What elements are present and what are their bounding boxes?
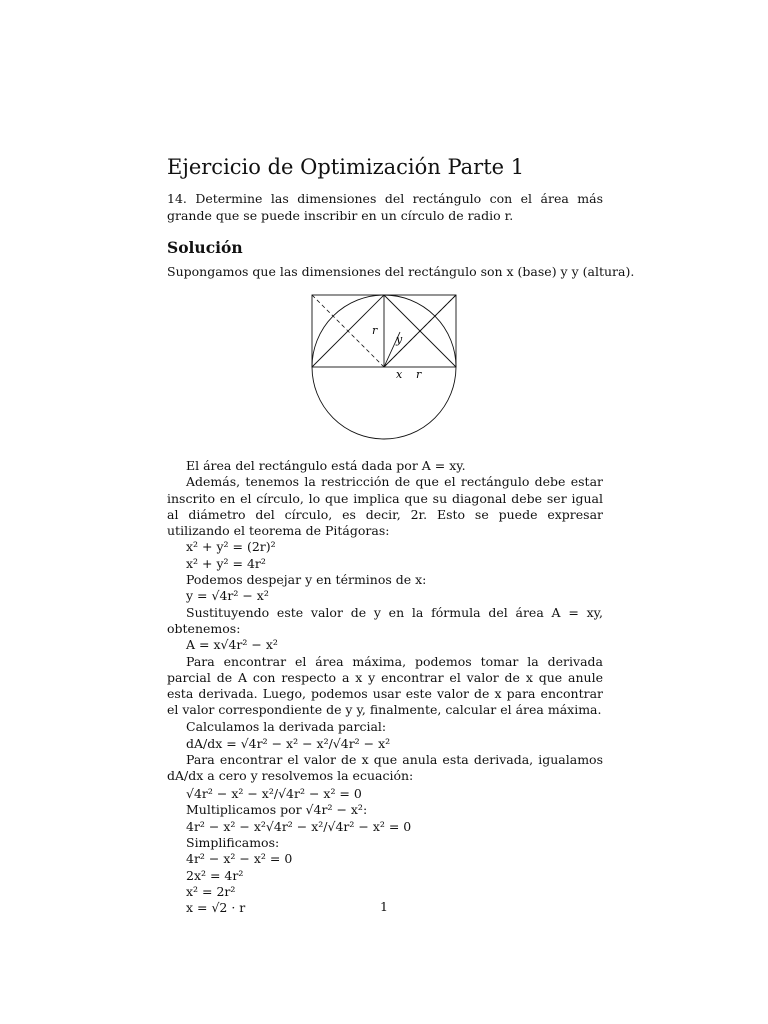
label-y: y <box>396 333 403 346</box>
text-line: Además, tenemos la restricción de que el rectángulo debe estar inscrito en el círculo, lo que implica que su diagonal debe ser igual al diámetro del círculo, es decir, 2r. Esto se puede expresar utilizando el teorema de Pitágoras: <box>167 474 603 539</box>
geometry-figure <box>308 290 460 448</box>
text-line: Sustituyendo este valor de y en la fórmula del área A = xy, obtenemos: <box>167 604 603 636</box>
text-line: El área del rectángulo está dada por A = xy. <box>186 458 466 473</box>
equation: 2x² = 4r² <box>186 867 244 883</box>
text-line: Para encontrar el valor de x que anula esta derivada, igualamos dA/dx a cero y resolvemos la ecuación: <box>167 752 603 784</box>
text-line: Para encontrar el área máxima, podemos tomar la derivada parcial de A con respecto a x y encontrar el valor de x que anule esta derivada. Luego, podemos usar este valor de x para encontrar el valor correspondiente de y y, finalmente, calcular el área máxima. <box>167 653 603 718</box>
problem-statement: 14. Determine las dimensiones del rectángulo con el área más grande que se puede inscribir en un círculo de radio r. <box>167 191 603 223</box>
equation: dA/dx = √4r² − x² − x²/√4r² − x² <box>186 736 391 752</box>
equation: x = √2 · r <box>186 900 246 916</box>
text-line: Calculamos la derivada parcial: <box>186 718 387 734</box>
equation: y = √4r² − x² <box>186 588 269 604</box>
equation: x² + y² = 4r² <box>186 555 266 571</box>
solution-heading: Solución <box>167 238 243 257</box>
solution-body <box>167 458 603 916</box>
page-title: Ejercicio de Optimización Parte 1 <box>167 155 525 179</box>
equation: 4r² − x² − x² = 0 <box>186 851 293 867</box>
equation: 4r² − x² − x²√4r² − x²/√4r² − x² = 0 <box>186 818 412 834</box>
equation: A = x√4r² − x² <box>186 637 278 653</box>
intro-text: Supongamos que las dimensiones del rectángulo son x (base) y y (altura). <box>167 264 635 279</box>
equation: x² = 2r² <box>186 883 236 899</box>
label-x: x <box>396 368 403 381</box>
circle-rectangle-diagram <box>308 290 460 444</box>
equation: x² + y² = (2r)² <box>186 539 276 555</box>
label-r-bottom: r <box>416 368 422 381</box>
label-r-left: r <box>372 324 378 337</box>
page-number: 1 <box>380 899 388 914</box>
text-line: Podemos despejar y en términos de x: <box>186 572 427 588</box>
text-line: Multiplicamos por √4r² − x²: <box>186 801 368 817</box>
text-line: Simplificamos: <box>186 834 280 850</box>
equation: √4r² − x² − x²/√4r² − x² = 0 <box>186 785 362 801</box>
